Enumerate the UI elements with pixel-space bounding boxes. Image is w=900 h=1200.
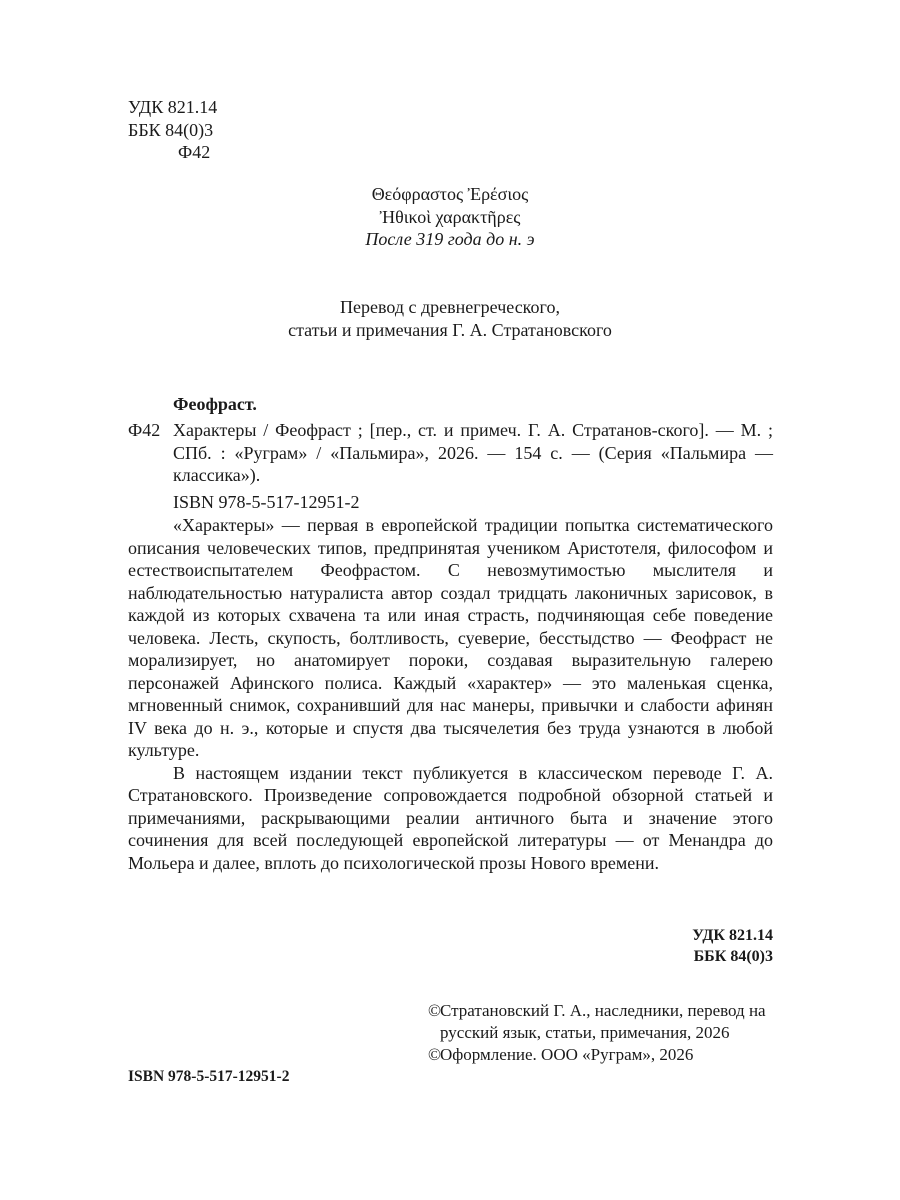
greek-title: Ἠθικοὶ χαρακτῆρες	[379, 206, 521, 227]
date-line: После 319 года до н. э	[365, 229, 535, 249]
annotation	[128, 514, 773, 874]
copyright-design-text: Оформление. ООО «Руграм», 2026	[440, 1045, 694, 1064]
footer-udk: УДК 821.14	[692, 927, 773, 944]
record-sign: Ф42	[128, 420, 161, 440]
bibliographic-record	[128, 393, 773, 513]
copyright-translation	[428, 1000, 788, 1044]
author-sign: Ф42	[178, 142, 211, 162]
greek-author: Θεόφραστος Ἐρέσιος	[371, 184, 529, 204]
translation-line-1: Перевод с древнегреческого,	[340, 297, 560, 317]
translation-credit	[0, 296, 900, 341]
footer-classification	[692, 925, 773, 967]
udk-code: УДК 821.14	[128, 97, 218, 117]
bbk-code: ББК 84(0)3	[128, 119, 214, 140]
copyright-design	[428, 1044, 788, 1066]
isbn-bottom: ISBN 978-5-517-12951-2	[128, 1068, 290, 1085]
classification-codes	[128, 96, 217, 164]
record-author: Феофраст.	[173, 394, 257, 414]
copyright-mark: ©	[428, 1045, 441, 1064]
annotation-paragraph-1: «Характеры» — первая в европейской традиции попытка систематического описания человеческих типов, предпринятая учеником Аристотеля, философом и естествоиспытателем Феофрастом. С невозмутимостью мыслителя и наблюдательностью натуралиста автор создал тридцать лаконичных зарисовок, в каждой из которых схвачена та или иная страсть, подчиняющая себе поведение человека. Лесть, скупость, болтливость, суеверие, бесстыдство — Феофраст не морализирует, но анатомирует пороки, создавая выразительную галерею персонажей Афинского полиса. Каждый «характер» — это маленькая сценка, мгновенный снимок, сохранивший для нас манеры, привычки и слабости афинян IV века до н. э., которые и спустя два тысячелетия без труда узнаются в любой культуре.	[128, 515, 773, 760]
copyright-mark: ©	[428, 1001, 441, 1020]
record-isbn: ISBN 978-5-517-12951-2	[173, 491, 360, 512]
copyright-block	[428, 1000, 788, 1066]
copyright-translation-text: Стратановский Г. А., наследники, перевод на русский язык, статьи, примечания, 2026	[440, 1001, 766, 1042]
footer-bbk: ББК 84(0)3	[693, 948, 773, 965]
original-title-block	[0, 183, 900, 251]
translation-line-2: статьи и примечания Г. А. Стратановского	[288, 319, 612, 340]
record-description: Характеры / Феофраст ; [пер., ст. и примеч. Г. А. Стратанов-ского]. — М. ; СПб. : «Руграм» / «Пальмира», 2026. — 154 с. — (Серия «Пальмира — классика»).	[173, 420, 773, 485]
record-entry	[128, 419, 773, 487]
annotation-paragraph-2: В настоящем издании текст публикуется в классическом переводе Г. А. Стратановского. Произведение сопровождается подробной обзорной статьей и примечаниями, раскрывающими реалии античного быта и значение этого сочинения для всей последующей европейской литературы — от Менандра до Мольера и далее, вплоть до психологической прозы Нового времени.	[128, 762, 773, 873]
